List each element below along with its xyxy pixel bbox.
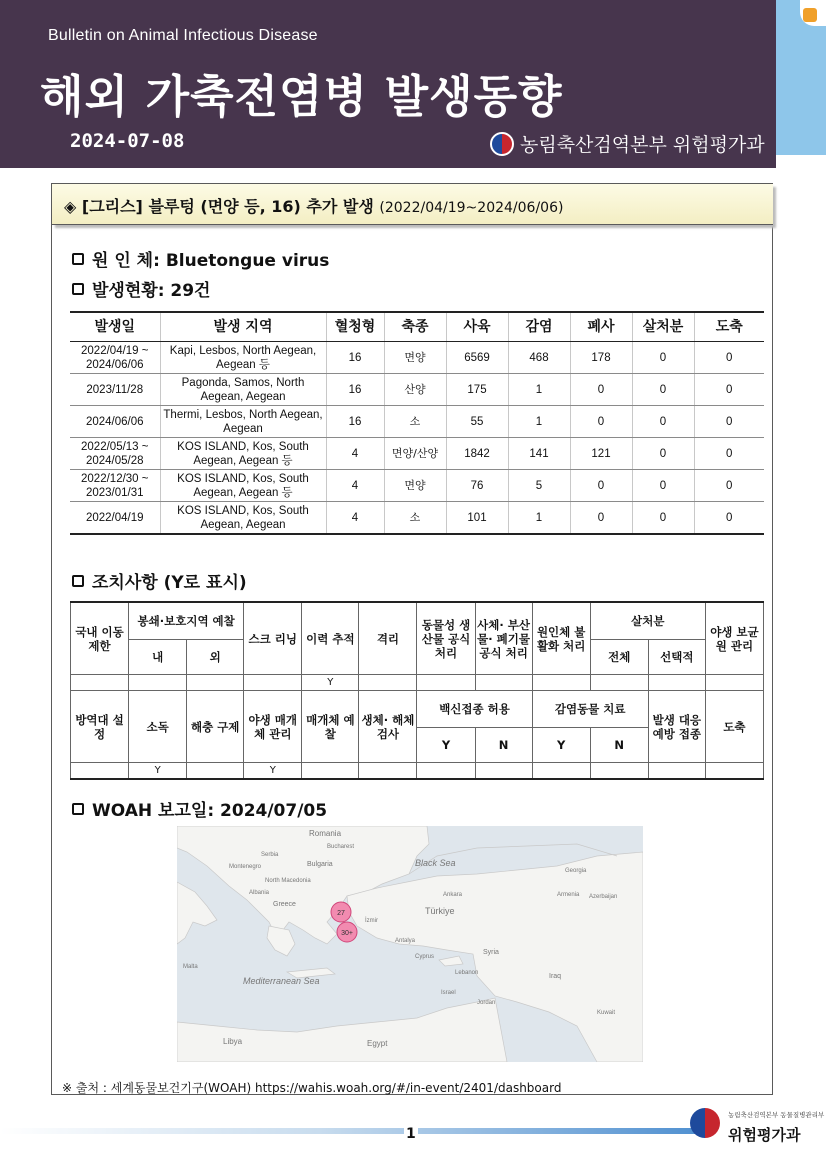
cell-region: KOS ISLAND, Kos, South Aegean, Aegean 등 (160, 470, 326, 502)
map-label-albania: Albania (249, 890, 270, 896)
cell-deaths: 0 (570, 374, 632, 406)
cell-culled: 0 (632, 374, 694, 406)
measure-treatment: 감염동물 치료 (532, 691, 648, 728)
cell-serotype: 4 (326, 502, 384, 535)
measure-screening: 스크 리닝 (244, 602, 302, 675)
col-header-cases: 감염 (508, 312, 570, 342)
measure-mark-cell (475, 763, 532, 780)
map-label-cyprus: Cyprus (415, 954, 435, 960)
cell-susceptible: 55 (446, 406, 508, 438)
source-note: ※ 출처 : 세계동물보건기구(WOAH) https://wahis.woah.org/#/in-event/2401/dashboard (62, 1081, 562, 1095)
cell-date: 2022/04/19 (70, 502, 160, 535)
measure-domestic-movement: 국내 이동 제한 (71, 602, 129, 675)
measure-mark-cell (302, 763, 359, 780)
cell-date: 2023/11/28 (70, 374, 160, 406)
col-header-deaths: 폐사 (570, 312, 632, 342)
measure-biopsy: 생체· 해체 검사 (359, 691, 417, 763)
cell-deaths: 0 (570, 406, 632, 438)
cell-slaughtered: 0 (694, 470, 764, 502)
cell-slaughtered: 0 (694, 342, 764, 374)
cell-cases: 5 (508, 470, 570, 502)
table-row (70, 406, 764, 438)
map-label-lebanon: Lebanon (455, 970, 479, 976)
measure-disinfection: 소독 (129, 691, 187, 763)
measure-vaccination-n: N (475, 728, 532, 763)
col-header-date: 발생일 (70, 312, 160, 342)
map-label-jordan: Jordan (477, 1000, 496, 1006)
measure-treatment-n: N (590, 728, 648, 763)
measure-tracing: 이력 추적 (302, 602, 359, 675)
cell-serotype: 4 (326, 438, 384, 470)
measure-mark-cell (417, 763, 475, 780)
cell-species: 소 (384, 406, 446, 438)
cell-species: 소 (384, 502, 446, 535)
table-row (70, 502, 764, 535)
measures-table (70, 601, 764, 780)
table-header-row (70, 312, 764, 342)
col-header-region: 발생 지역 (160, 312, 326, 342)
measure-mark-cell (359, 675, 417, 691)
cell-serotype: 16 (326, 342, 384, 374)
footer-org-name: 위험평가과 (728, 1126, 801, 1144)
header-org-label: 농림축산검역본부 위험평가과 (520, 134, 765, 156)
measures-header-row-2 (71, 691, 764, 728)
cell-region: Kapi, Lesbos, North Aegean, Aegean 등 (160, 342, 326, 374)
square-bullet-icon (72, 803, 84, 815)
section-woah-label: WOAH 보고일: 2024/07/05 (92, 801, 328, 821)
measure-mark-cell (648, 763, 705, 780)
page-title: 해외 가축전염병 발생동향 (40, 70, 563, 123)
measure-mark-cell (590, 763, 648, 780)
cell-cases: 1 (508, 374, 570, 406)
cell-culled: 0 (632, 406, 694, 438)
table-row (70, 342, 764, 374)
page-number: 1 (406, 1126, 416, 1142)
measure-zone-inside: 내 (129, 640, 187, 675)
footer-government-logo-icon (690, 1108, 720, 1138)
measures-marks-row-1 (71, 675, 764, 691)
measure-mark-cell (590, 675, 648, 691)
measures-header-row-1 (71, 602, 764, 640)
cell-culled: 0 (632, 438, 694, 470)
table-row (70, 374, 764, 406)
section-pathogen-label: 원 인 체: Bluetongue virus (92, 251, 330, 271)
cell-serotype: 4 (326, 470, 384, 502)
measure-zone-outside: 외 (187, 640, 244, 675)
headline-main: ◈ [그리스] 블루텅 (면양 등, 16) 추가 발생 (64, 197, 374, 216)
map-label-azerbaijan: Azerbaijan (589, 894, 618, 900)
map-label-georgia: Georgia (565, 868, 587, 874)
cell-species: 면양 (384, 470, 446, 502)
measure-pest-control: 해충 구제 (187, 691, 244, 763)
measure-vector-surveillance: 매개체 예찰 (302, 691, 359, 763)
map-label-israel: Israel (441, 990, 456, 996)
cell-region: Pagonda, Samos, North Aegean, Aegean (160, 374, 326, 406)
measure-slaughter: 도축 (705, 691, 763, 763)
map-label-kuwait: Kuwait (597, 1010, 616, 1016)
measure-mark-cell: Y (244, 763, 302, 780)
section-measures (72, 568, 247, 593)
map-label-izmir: İzmir (365, 918, 378, 924)
cell-date: 2022/04/19 ~ 2024/06/06 (70, 342, 160, 374)
cell-slaughtered: 0 (694, 406, 764, 438)
measure-zone-surveillance: 봉쇄·보호지역 예찰 (129, 602, 244, 640)
measure-mark-cell (187, 675, 244, 691)
cell-serotype: 16 (326, 406, 384, 438)
measure-animal-products: 동물성 생산물 공식 처리 (417, 602, 475, 675)
measure-mark-cell (71, 763, 129, 780)
map-cluster-label-1: 27 (337, 910, 345, 917)
cell-susceptible: 6569 (446, 342, 508, 374)
measure-vaccination-y: Y (417, 728, 475, 763)
square-bullet-icon (72, 283, 84, 295)
cell-susceptible: 101 (446, 502, 508, 535)
outbreak-map[interactable] (177, 826, 643, 1062)
map-label-bucharest: Bucharest (327, 844, 355, 850)
map-label-serbia: Serbia (261, 852, 279, 858)
map-label-antalya: Antalya (395, 938, 416, 944)
bulletin-subtitle: Bulletin on Animal Infectious Disease (48, 27, 318, 44)
map-label-egypt: Egypt (367, 1039, 388, 1048)
table-row (70, 438, 764, 470)
measure-mark-cell (475, 675, 532, 691)
measure-culling: 살처분 (590, 602, 705, 640)
cell-deaths: 178 (570, 342, 632, 374)
cell-deaths: 0 (570, 502, 632, 535)
measure-wild-vector: 야생 매개체 관리 (244, 691, 302, 763)
measure-mark-cell (417, 675, 475, 691)
measure-mark-cell (648, 675, 705, 691)
col-header-culled: 살처분 (632, 312, 694, 342)
cell-species: 면양/산양 (384, 438, 446, 470)
cell-date: 2024/06/06 (70, 406, 160, 438)
map-label-armenia: Armenia (557, 892, 580, 898)
section-pathogen (72, 246, 329, 271)
measure-culling-selective: 선택적 (648, 640, 705, 675)
map-label-north-macedonia: North Macedonia (265, 878, 311, 884)
cell-date: 2022/05/13 ~ 2024/05/28 (70, 438, 160, 470)
measure-culling-all: 전체 (590, 640, 648, 675)
footer-org-department: 농림축산검역본부 동물질병관리부 (728, 1111, 825, 1119)
cell-culled: 0 (632, 502, 694, 535)
measure-mark-cell (359, 763, 417, 780)
section-status-label: 발생현황: 29건 (92, 281, 211, 301)
measure-mark-cell (129, 675, 187, 691)
col-header-serotype: 혈청형 (326, 312, 384, 342)
cell-date: 2022/12/30 ~ 2023/01/31 (70, 470, 160, 502)
col-header-slaughtered: 도축 (694, 312, 764, 342)
cell-deaths: 121 (570, 438, 632, 470)
map-label-libya: Libya (223, 1037, 243, 1046)
map-label-mediterranean: Mediterranean Sea (243, 976, 320, 986)
measure-inactivation: 원인체 불활화 처리 (532, 602, 590, 675)
map-label-montenegro: Montenegro (229, 864, 262, 870)
cell-slaughtered: 0 (694, 502, 764, 535)
cell-cases: 1 (508, 406, 570, 438)
cell-species: 면양 (384, 342, 446, 374)
header-accent-dot (803, 8, 817, 22)
measure-vaccination: 백신접종 허용 (417, 691, 532, 728)
map-label-syria: Syria (483, 949, 499, 956)
cell-region: Thermi, Lesbos, North Aegean, Aegean (160, 406, 326, 438)
measure-mark-cell (71, 675, 129, 691)
outbreak-table (70, 311, 764, 535)
square-bullet-icon (72, 575, 84, 587)
headline-date-range: (2022/04/19~2024/06/06) (379, 200, 564, 216)
cell-cases: 468 (508, 342, 570, 374)
measure-mark-cell (532, 763, 590, 780)
map-label-turkiye: Türkiye (425, 906, 455, 916)
map-label-greece: Greece (273, 901, 296, 908)
header-org (490, 130, 765, 157)
cell-slaughtered: 0 (694, 374, 764, 406)
measure-mark-cell (705, 763, 763, 780)
section-status (72, 276, 210, 301)
map-cluster-label-2: 30+ (341, 930, 353, 937)
map-label-romania: Romania (309, 829, 342, 838)
headline-title (64, 194, 563, 217)
cell-culled: 0 (632, 342, 694, 374)
measure-buffer-zone: 방역대 설정 (71, 691, 129, 763)
cell-region: KOS ISLAND, Kos, South Aegean, Aegean 등 (160, 438, 326, 470)
section-woah (72, 796, 327, 821)
map-label-malta: Malta (183, 964, 198, 970)
map-label-bulgaria: Bulgaria (307, 861, 333, 868)
measure-mark-cell (705, 675, 763, 691)
measures-marks-row-2 (71, 763, 764, 780)
measure-treatment-y: Y (532, 728, 590, 763)
government-logo-icon (490, 132, 514, 156)
outbreak-map-svg (177, 826, 643, 1062)
table-row (70, 470, 764, 502)
headline-bar (52, 184, 773, 225)
square-bullet-icon (72, 253, 84, 265)
measure-mark-cell (187, 763, 244, 780)
map-label-iraq: Iraq (549, 973, 562, 980)
footer-rule (0, 1128, 706, 1134)
cell-cases: 1 (508, 502, 570, 535)
cell-region: KOS ISLAND, Kos, South Aegean, Aegean (160, 502, 326, 535)
col-header-susceptible: 사육 (446, 312, 508, 342)
cell-serotype: 16 (326, 374, 384, 406)
bulletin-date: 2024-07-08 (70, 130, 185, 152)
cell-susceptible: 175 (446, 374, 508, 406)
map-label-black-sea: Black Sea (415, 858, 456, 868)
cell-susceptible: 76 (446, 470, 508, 502)
cell-species: 산양 (384, 374, 446, 406)
cell-culled: 0 (632, 470, 694, 502)
measure-mark-cell: Y (129, 763, 187, 780)
section-measures-label: 조치사항 (Y로 표시) (92, 573, 247, 593)
col-header-species: 축종 (384, 312, 446, 342)
measure-mark-cell (532, 675, 590, 691)
measure-quarantine: 격리 (359, 602, 417, 675)
measure-mark-cell (244, 675, 302, 691)
measure-emergency-vaccination: 발생 대응 예방 접종 (648, 691, 705, 763)
measure-mark-cell: Y (302, 675, 359, 691)
cell-susceptible: 1842 (446, 438, 508, 470)
map-label-ankara: Ankara (443, 892, 463, 898)
measure-carcass-disposal: 사체· 부산물· 폐기물 공식 처리 (475, 602, 532, 675)
cell-deaths: 0 (570, 470, 632, 502)
measure-wildlife-reservoir: 야생 보균원 관리 (705, 602, 763, 675)
cell-cases: 141 (508, 438, 570, 470)
cell-slaughtered: 0 (694, 438, 764, 470)
